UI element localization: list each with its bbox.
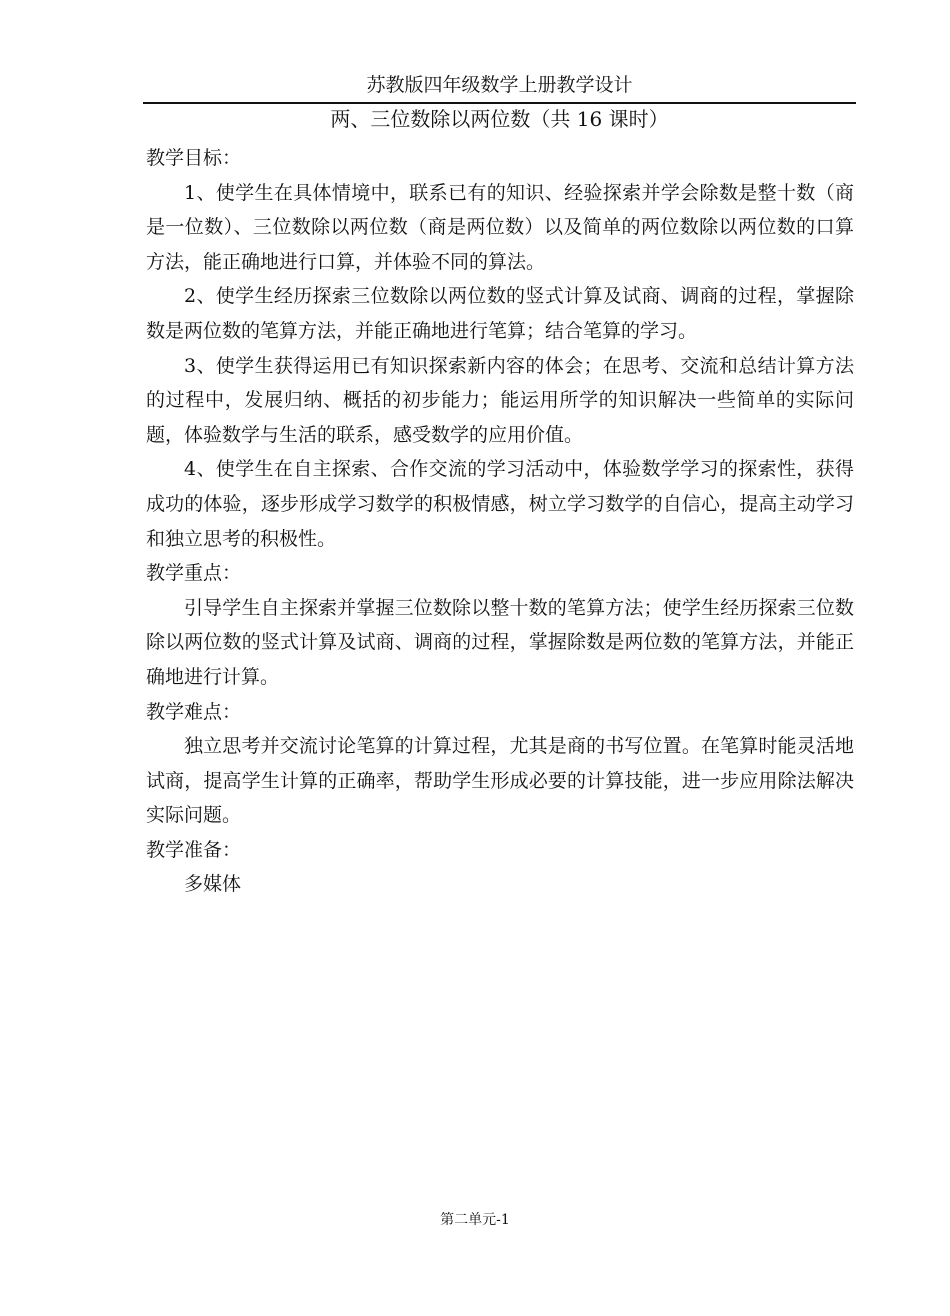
preparation-heading: 教学准备： xyxy=(146,838,242,861)
objective-item-1: 1、使学生在具体情境中，联系已有的知识、经验探索并学会除数是整十数（商是一位数）、三位数除以两位数（商是两位数）以及简单的两位数除以两位数的口算方法，能正确地进行口算，并体验不同的算法。 xyxy=(146,181,854,273)
objective-item-2: 2、使学生经历探索三位数除以两位数的竖式计算及试商、调商的过程，掌握除数是两位数的笔算方法，并能正确地进行笔算；结合笔算的学习。 xyxy=(146,285,854,342)
objective-item-4: 4、使学生在自主探索、合作交流的学习活动中，体验数学学习的探索性，获得成功的体验，逐步形成学习数学的积极情感，树立学习数学的自信心，提高主动学习和独立思考的积极性。 xyxy=(146,458,854,550)
page-footer: 第二单元-1 xyxy=(440,1212,510,1228)
difficulties-text: 独立思考并交流讨论笔算的计算过程，尤其是商的书写位置。在笔算时能灵活地试商，提高学生计算的正确率，帮助学生形成必要的计算技能，进一步应用除法解决实际问题。 xyxy=(146,735,854,827)
document-body xyxy=(146,141,854,902)
header-text: 苏教版四年级数学上册教学设计 xyxy=(366,74,633,96)
objective-item-3: 3、使学生获得运用已有知识探索新内容的体会；在思考、交流和总结计算方法的过程中，发展归纳、概括的初步能力；能运用所学的知识解决一些简单的实际问题，体验数学与生活的联系，感受数学的应用价值。 xyxy=(146,354,854,446)
page-header xyxy=(143,70,856,104)
key-points-heading: 教学重点： xyxy=(146,562,242,585)
preparation-text: 多媒体 xyxy=(184,873,242,896)
key-points-text: 引导学生自主探索并掌握三位数除以整十数的笔算方法；使学生经历探索三位数除以两位数的竖式计算及试商、调商的过程，掌握除数是两位数的笔算方法，并能正确地进行计算。 xyxy=(146,596,854,688)
document-title: 两、三位数除以两位数（共 16 课时） xyxy=(330,107,669,131)
objectives-heading: 教学目标： xyxy=(146,147,242,169)
difficulties-heading: 教学难点： xyxy=(146,700,242,723)
